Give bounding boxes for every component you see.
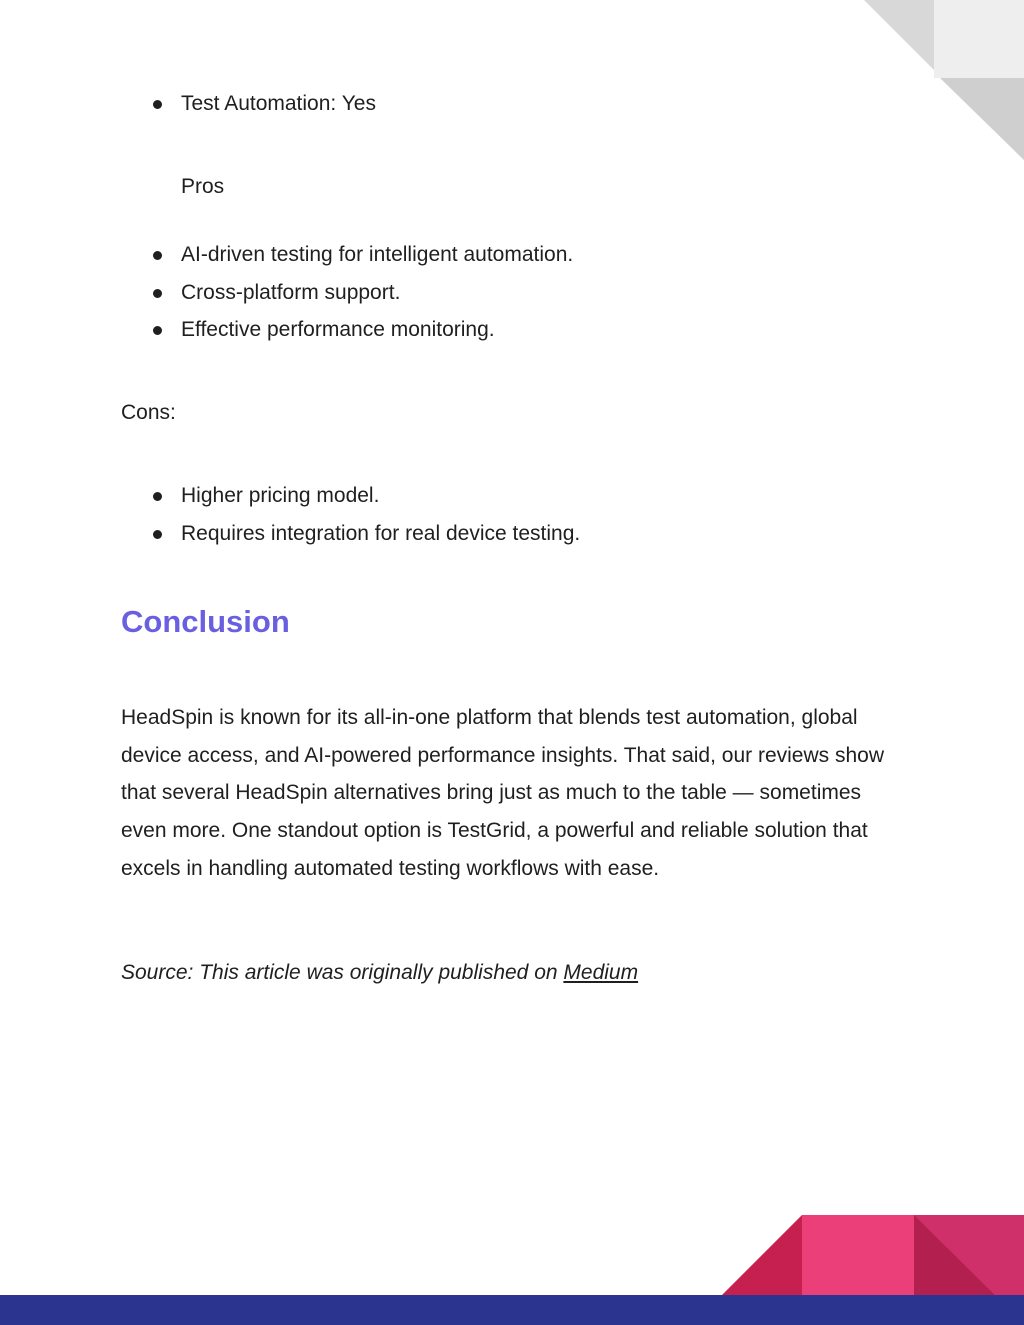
source-prefix: Source: This article was originally published on [121, 961, 564, 984]
top-corner-decoration [864, 0, 1024, 160]
list-item: Higher pricing model. [181, 482, 379, 510]
list-item: Test Automation: Yes [181, 90, 376, 118]
bottom-corner-decoration [0, 1180, 1024, 1325]
conclusion-heading: Conclusion [121, 604, 290, 639]
source-line [121, 959, 638, 987]
list-item: Requires integration for real device testing. [181, 520, 580, 548]
list-item: AI-driven testing for intelligent automation. [181, 241, 573, 269]
list-item: Effective performance monitoring. [181, 316, 495, 344]
pros-label: Pros [181, 175, 225, 198]
conclusion-paragraph: HeadSpin is known for its all-in-one platform that blends test automation, global device access, and AI-powered performance insights. That said, our reviews show that several HeadSpin alternatives bring just as much to the table — sometimes even more. One standout option is TestGrid, a powerful and reliable solution that excels in handling automated testing workflows with ease. [121, 706, 884, 880]
list-item: Cross-platform support. [181, 279, 400, 307]
medium-link[interactable]: Medium [563, 961, 639, 984]
cons-label: Cons: [121, 401, 176, 424]
